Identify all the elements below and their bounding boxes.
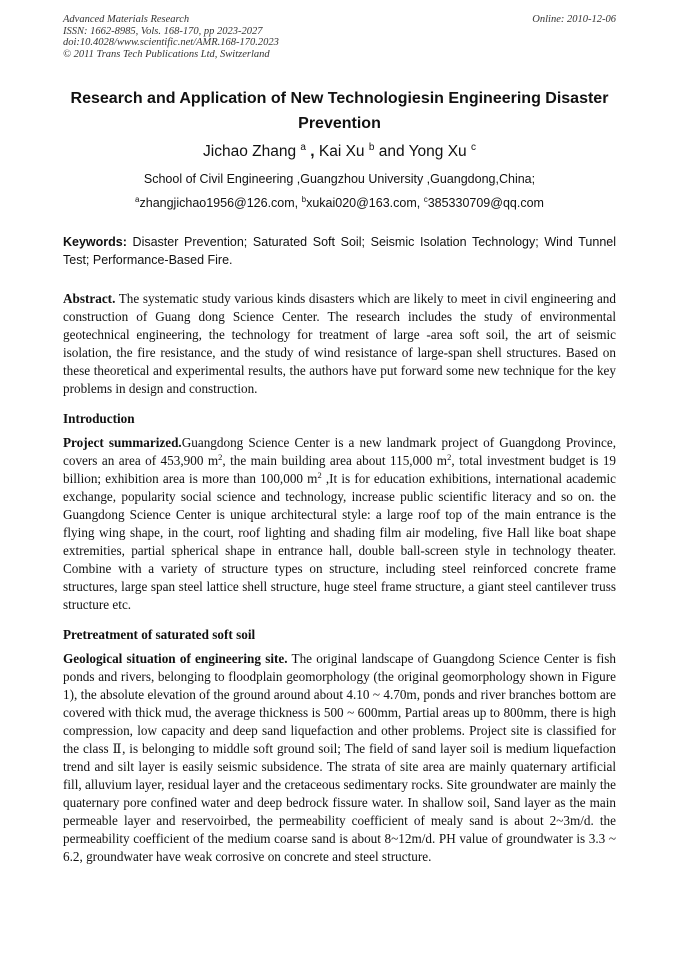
author-conjunction: and xyxy=(374,143,409,160)
author-emails xyxy=(63,195,616,211)
author-3: Yong Xu xyxy=(408,143,471,160)
title-line-1: Research and Application of New Technologiesin Engineering Disaster xyxy=(70,90,609,107)
project-text-3: , total investment budget is 19 billion; exhibition area is more than 100,000 m xyxy=(63,453,617,486)
keywords-text: Disaster Prevention; Saturated Soft Soil; Seismic Isolation Technology; Wind Tunnel Test; Performance-Based Fire. xyxy=(63,235,616,267)
doi-line: doi:10.4028/www.scientific.net/AMR.168-170.2023 xyxy=(63,37,279,48)
author-2: Kai Xu xyxy=(318,143,369,160)
abstract-text: The systematic study various kinds disasters which are likely to meet in civil engineering and construction of Guang dong Science Center. The research includes the study of environmental geotechnical engineering, the technology for treatment of large -area soft soil, the art of seismic isolation, the fire resistance, and the study of wind resistance of large-span shell structures. Based on these theoretical and experimental results, the authors have put forward some new technique for the key problems in design and construction. xyxy=(63,291,616,396)
superscript-2: 2 xyxy=(447,452,452,462)
paper-title xyxy=(63,86,616,136)
abstract xyxy=(63,290,616,398)
geological-situation-text: The original landscape of Guangdong Science Center is fish ponds and rivers, belonging to floodplain geomorphology (the original geomorphology shown in Figure 1), the absolute elevation of the ground around about 4.10 ~ 4.70m, ponds and river branches bottom are covered with thick mud, the average thickness is 500 ~ 600mm, Partial areas up to 800mm, there is high compression, low capacity and deep sand liquefaction and other problems. Project site is classified for the class Ⅱ, is belonging to middle soft ground soil; The field of sand layer soil is medium liquefaction trend and silt layer is easily seismic subsidence. The strata of site area are mainly quaternary artificial fill, alluvium layer, residual layer and the cretaceous sedimentary rocks. Site groundwater are mainly the quaternary pore confined water and deep bedrock fissure water. In shallow soil, Sand layer as the main permeable layer and reservoirbed, the permeability coefficient of mealy sand is about 2~3m/d. the permeability coefficient of the medium coarse sand is about 8~12m/d. PH value of groundwater is 3.3 ~ 6.2, groundwater have weak corrosive on concrete and steel structure. xyxy=(63,651,616,864)
journal-name: Advanced Materials Research xyxy=(63,14,190,25)
project-summary-paragraph xyxy=(63,434,616,614)
email-c[interactable]: 385330709@qq.com xyxy=(427,196,544,210)
affiliation: School of Civil Engineering ,Guangzhou University ,Guangdong,China; xyxy=(143,172,536,186)
geological-situation-label: Geological situation of engineering site. xyxy=(63,651,288,666)
project-text-2: , the main building area about 115,000 m xyxy=(222,453,448,468)
author-1-mark: a xyxy=(300,142,306,153)
section-heading-pretreatment: Pretreatment of saturated soft soil xyxy=(63,627,256,642)
author-separator: , xyxy=(305,143,319,160)
issn-line: ISSN: 1662-8985, Vols. 168-170, pp 2023-2027 xyxy=(63,25,263,37)
keywords-label: Keywords: xyxy=(63,235,127,249)
email-b-mark: b xyxy=(301,195,307,204)
superscript-2: 2 xyxy=(218,452,223,462)
copyright-line: © 2011 Trans Tech Publications Ltd, Switzerland xyxy=(63,48,270,60)
section-heading-introduction: Introduction xyxy=(63,411,135,426)
email-a-mark: a xyxy=(135,195,140,204)
author-1: Jichao Zhang xyxy=(203,143,301,160)
project-text-1: Guangdong Science Center is a new landmark project of Guangdong Province, covers an area of 453,900 m xyxy=(63,435,617,468)
superscript-2: 2 xyxy=(317,470,322,480)
email-b[interactable]: xukai020@163.com, xyxy=(306,196,424,210)
abstract-label: Abstract. xyxy=(63,291,116,306)
email-a[interactable]: zhangjichao1956@126.com, xyxy=(139,196,302,210)
project-summary-label: Project summarized. xyxy=(63,435,182,450)
author-2-mark: b xyxy=(368,142,375,153)
author-3-mark: c xyxy=(470,142,476,153)
journal-header xyxy=(63,14,616,60)
email-c-mark: c xyxy=(423,195,428,204)
online-date: Online: 2010-12-06 xyxy=(532,14,616,25)
title-line-2: Prevention xyxy=(298,115,381,132)
keywords xyxy=(63,233,616,269)
author-list xyxy=(63,142,616,162)
project-text-4: ,It is for education exhibitions, international academic exchange, popularity social science and technology, increase public scientific literacy and so on. the Guangdong Science Center is unique architectural style: a large roof top of the main entrance is the flying wing shape, in the court, roof lighting and shading film air modeling, five Hall like boat shape extremities, partial spherical shape in entrance hall, double ball-screen style in technology theater. Combine with a variety of structure types on structure, including steel reinforced concrete frame structures, large span steel lattice shell structure, huge steel frame structure, a giant steel cantilever truss structure etc. xyxy=(63,471,616,612)
geological-situation-paragraph xyxy=(63,650,616,866)
